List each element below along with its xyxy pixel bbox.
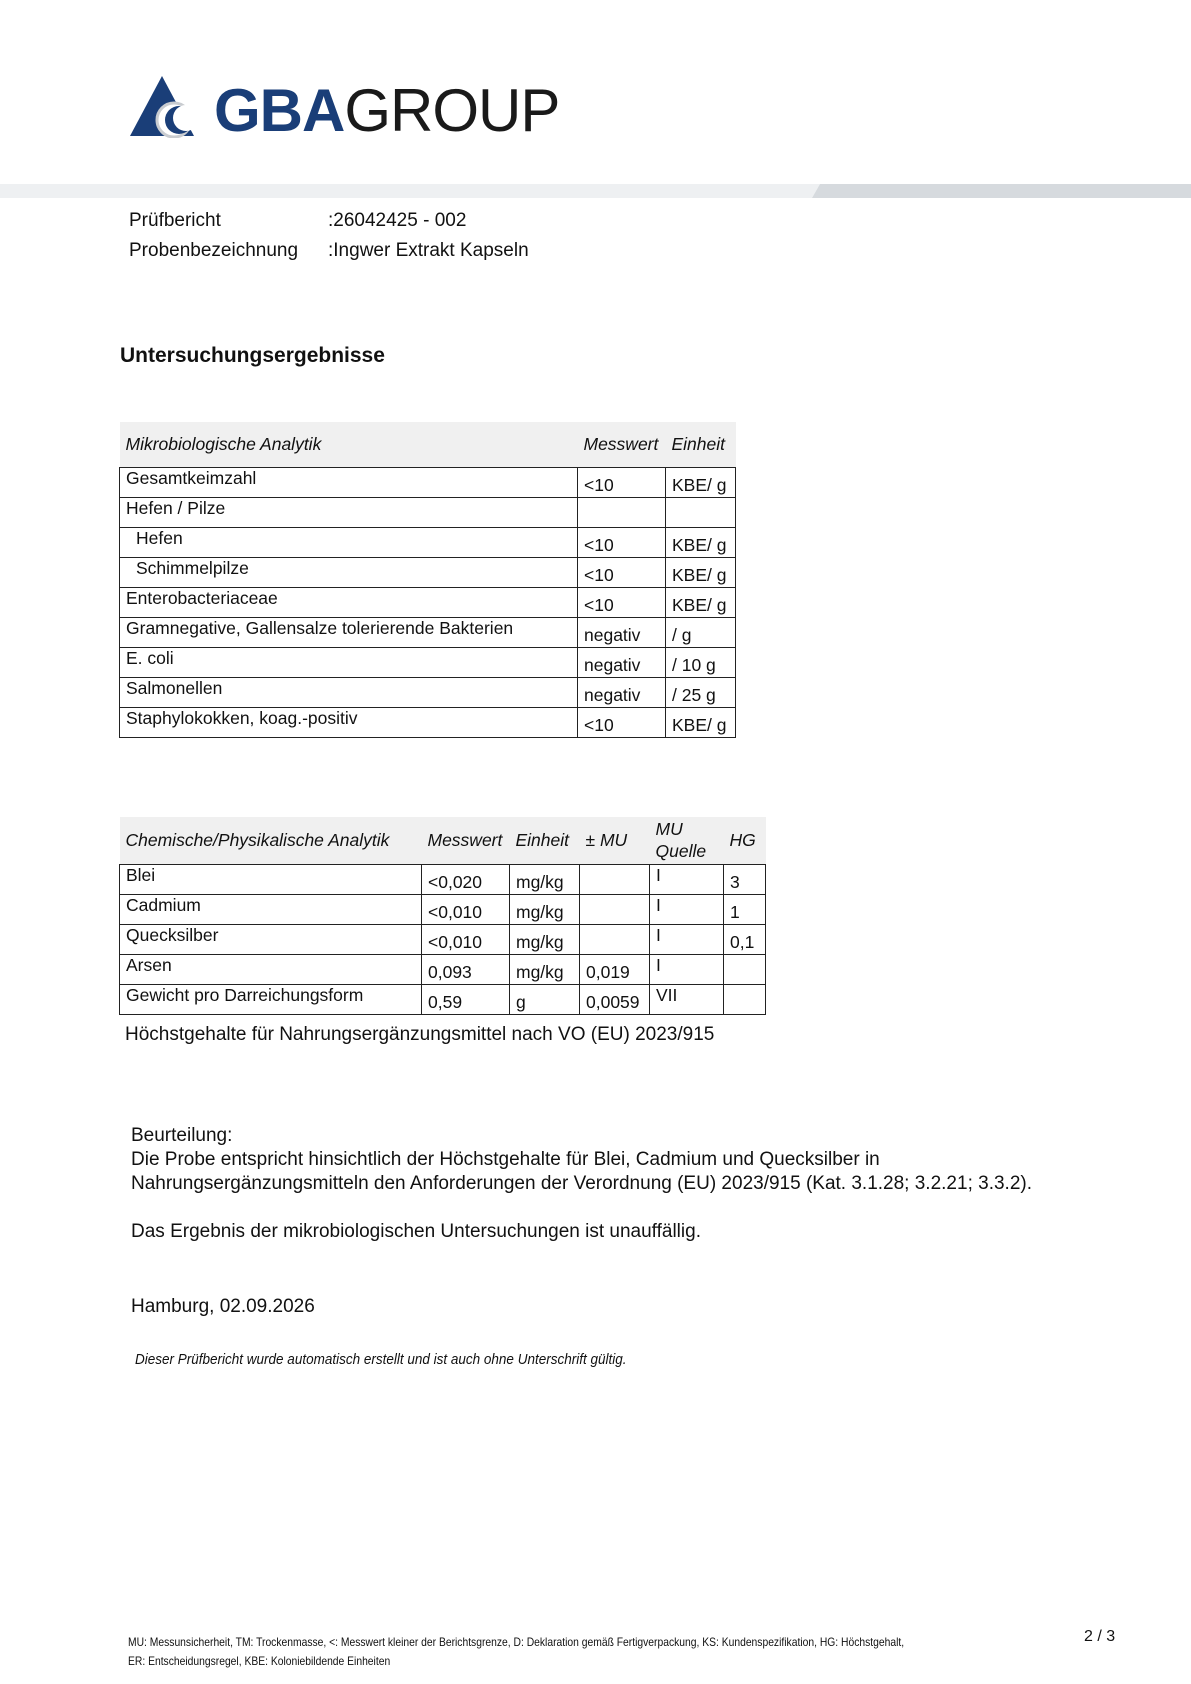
- unit: mg/kg: [510, 924, 580, 954]
- unit: KBE/ g: [666, 527, 736, 557]
- measurement-uncertainty: 0,0059: [580, 984, 650, 1014]
- table-row: [120, 864, 766, 894]
- measured-value: <10: [578, 467, 666, 497]
- table-row: [120, 527, 736, 557]
- mu-source: VII: [650, 984, 724, 1014]
- unit: mg/kg: [510, 894, 580, 924]
- page-number: 2 / 3: [1084, 1628, 1116, 1645]
- brand-bold: GBA: [214, 77, 345, 144]
- unit: KBE/ g: [666, 467, 736, 497]
- table-row: [120, 677, 736, 707]
- analyte-name: Hefen / Pilze: [120, 497, 578, 527]
- measured-value: <10: [578, 707, 666, 737]
- mu-source: I: [650, 954, 724, 984]
- assessment-line-2: Nahrungsergänzungsmitteln den Anforderungen der Verordnung (EU) 2023/915 (Kat. 3.1.28; 3.2.21; 3.3.2).: [131, 1173, 1032, 1194]
- measured-value: <10: [578, 527, 666, 557]
- table-row: [120, 467, 736, 497]
- measured-value: negativ: [578, 617, 666, 647]
- sample-name: :Ingwer Extrakt Kapseln: [328, 240, 529, 261]
- analyte-name: Schimmelpilze: [120, 557, 578, 587]
- report-number: :26042425 - 002: [328, 210, 467, 231]
- table-header-row: [120, 817, 766, 864]
- table-row: [120, 894, 766, 924]
- unit: KBE/ g: [666, 707, 736, 737]
- section-title: Untersuchungsergebnisse: [120, 344, 385, 367]
- table-row: [120, 707, 736, 737]
- table-row: [120, 587, 736, 617]
- analyte-name: Enterobacteriaceae: [120, 587, 578, 617]
- analyte-name: Arsen: [120, 954, 422, 984]
- table-row: [120, 617, 736, 647]
- unit: mg/kg: [510, 864, 580, 894]
- column-header: Mikrobiologische Analytik: [125, 433, 322, 454]
- measurement-uncertainty: 0,019: [580, 954, 650, 984]
- micro-result-statement: Das Ergebnis der mikrobiologischen Untersuchungen ist unauffällig.: [131, 1221, 701, 1242]
- report-label: Prüfbericht: [129, 210, 221, 231]
- measured-value: negativ: [578, 677, 666, 707]
- table-header-row: [120, 422, 736, 467]
- max-level: [724, 954, 766, 984]
- auto-generated-note: Dieser Prüfbericht wurde automatisch erstellt und ist auch ohne Unterschrift gültig.: [135, 1351, 627, 1368]
- column-header: MU Quelle: [655, 819, 707, 862]
- measured-value: negativ: [578, 647, 666, 677]
- chemistry-table: [119, 817, 766, 1015]
- place-date: Hamburg, 02.09.2026: [131, 1296, 315, 1317]
- column-header: Chemische/Physikalische Analytik: [125, 829, 390, 850]
- measurement-uncertainty: [580, 924, 650, 954]
- max-level: 3: [724, 864, 766, 894]
- mu-source: I: [650, 894, 724, 924]
- unit: g: [510, 984, 580, 1014]
- gba-group-logo: [130, 76, 570, 146]
- max-level: 1: [724, 894, 766, 924]
- analyte-name: Gewicht pro Darreichungsform: [120, 984, 422, 1014]
- analyte-name: Staphylokokken, koag.-positiv: [120, 707, 578, 737]
- measurement-uncertainty: [580, 894, 650, 924]
- unit: mg/kg: [510, 954, 580, 984]
- column-header: Messwert: [583, 433, 659, 454]
- unit: KBE/ g: [666, 587, 736, 617]
- analyte-name: Quecksilber: [120, 924, 422, 954]
- analyte-name: Salmonellen: [120, 677, 578, 707]
- analyte-name: Gesamtkeimzahl: [120, 467, 578, 497]
- table-row: [120, 924, 766, 954]
- mu-source: I: [650, 924, 724, 954]
- unit: / 10 g: [666, 647, 736, 677]
- analyte-name: Hefen: [120, 527, 578, 557]
- table-row: [120, 954, 766, 984]
- sample-label: Probenbezeichnung: [129, 240, 299, 261]
- microbiology-table: [119, 422, 736, 738]
- column-header: Einheit: [671, 433, 726, 454]
- measured-value: <0,010: [422, 894, 510, 924]
- assessment-title: Beurteilung:: [131, 1125, 233, 1146]
- unit: / g: [666, 617, 736, 647]
- footer-legend-line-2: ER: Entscheidungsregel, KBE: Koloniebildende Einheiten: [128, 1654, 391, 1668]
- column-header: HG: [729, 829, 756, 850]
- table-row: [120, 647, 736, 677]
- table-row: [120, 984, 766, 1014]
- measured-value: <0,010: [422, 924, 510, 954]
- mu-source: I: [650, 864, 724, 894]
- table-row: [120, 497, 736, 527]
- column-header: Einheit: [515, 829, 570, 850]
- measured-value: 0,093: [422, 954, 510, 984]
- brand-regular: GROUP: [344, 77, 560, 144]
- table-row: [120, 557, 736, 587]
- analyte-name: Blei: [120, 864, 422, 894]
- measured-value: 0,59: [422, 984, 510, 1014]
- assessment-line-1: Die Probe entspricht hinsichtlich der Höchstgehalte für Blei, Cadmium und Quecksilber in: [131, 1149, 880, 1170]
- column-header: ± MU: [585, 829, 628, 850]
- max-level-note: Höchstgehalte für Nahrungsergänzungsmittel nach VO (EU) 2023/915: [125, 1024, 715, 1045]
- max-level: 0,1: [724, 924, 766, 954]
- unit: KBE/ g: [666, 557, 736, 587]
- column-header: Messwert: [427, 829, 503, 850]
- unit: [666, 497, 736, 527]
- measured-value: <10: [578, 587, 666, 617]
- analyte-name: E. coli: [120, 647, 578, 677]
- gba-triangle-logo-icon: [130, 76, 202, 138]
- analyte-name: Gramnegative, Gallensalze tolerierende Bakterien: [120, 617, 578, 647]
- measurement-uncertainty: [580, 864, 650, 894]
- measured-value: <0,020: [422, 864, 510, 894]
- max-level: [724, 984, 766, 1014]
- footer-legend-line-1: MU: Messunsicherheit, TM: Trockenmasse, <: Messwert kleiner der Berichtsgrenze, D: Deklaration gemäß Fertigverpackung, KS: Kundenspezifikation, HG: Höchstgehalt,: [128, 1635, 905, 1649]
- analyte-name: Cadmium: [120, 894, 422, 924]
- measured-value: <10: [578, 557, 666, 587]
- measured-value: [578, 497, 666, 527]
- unit: / 25 g: [666, 677, 736, 707]
- brand-wordmark: [214, 78, 559, 144]
- header-divider-band: [0, 184, 1191, 198]
